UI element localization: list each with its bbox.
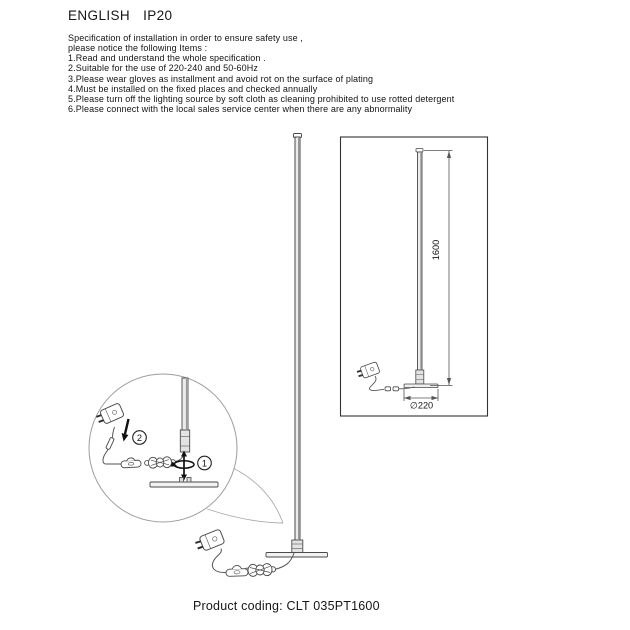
spec-intro-line: Specification of installation in order to ensure safety use ,: [68, 33, 303, 43]
detail-pole-sleeve: [180, 430, 189, 452]
step-1-number: 1: [201, 458, 208, 469]
box-cord-connector: [385, 387, 391, 391]
spec-intro-line: please notice the following Items :: [68, 43, 208, 54]
lamp-pole: [295, 137, 300, 540]
box-lamp-cap: [416, 149, 423, 153]
step-2-number: 2: [136, 432, 143, 443]
spec-item: 5.Please turn off the lighting source by soft cloth as cleaning prohibited to use rotted detergent: [68, 93, 455, 104]
language-label: ENGLISH: [68, 8, 131, 23]
step-1-badge: [198, 456, 212, 470]
height-dimension-label: 1600: [431, 239, 441, 261]
lamp-pole-connector: [292, 540, 303, 553]
spec-item: 4.Must be installed on the fixed places and checked annually: [68, 83, 318, 94]
foot-switch: [226, 565, 248, 576]
product-code: CLT 035PT1600: [286, 599, 380, 613]
step-2-badge: [133, 431, 147, 445]
dimension-box: [341, 137, 488, 416]
power-plug: [194, 529, 225, 553]
assembly-detail-view: [89, 374, 237, 522]
base-screw-tab: [187, 478, 191, 483]
box-cord-connector: [393, 387, 399, 391]
box-lamp-pole: [418, 152, 423, 370]
cord-coil: [244, 563, 276, 577]
floor-lamp-drawing: [194, 134, 328, 577]
product-coding-label: Product coding:: [193, 599, 283, 613]
spec-item: 1.Read and understand the whole specification .: [68, 53, 266, 64]
base-screw-tab: [180, 478, 184, 483]
detail-base-plate: [150, 482, 218, 487]
spec-item: 2.Suitable for the use of 220-240 and 50-60Hz: [68, 63, 259, 74]
lamp-base: [266, 553, 328, 558]
power-cord: [212, 549, 226, 573]
ip-rating-label: IP20: [143, 8, 173, 23]
product-coding: [193, 599, 380, 613]
box-pole-connector: [416, 370, 424, 384]
diameter-dimension-label: ∅220: [409, 400, 434, 411]
detail-circle-outline: [89, 374, 237, 522]
detail-pole: [182, 378, 188, 430]
spec-item: 6.Please connect with the local sales service center when there are any abnormality: [68, 104, 413, 115]
spec-item: 3.Please wear gloves as installment and avoid rot on the surface of plating: [68, 73, 374, 84]
